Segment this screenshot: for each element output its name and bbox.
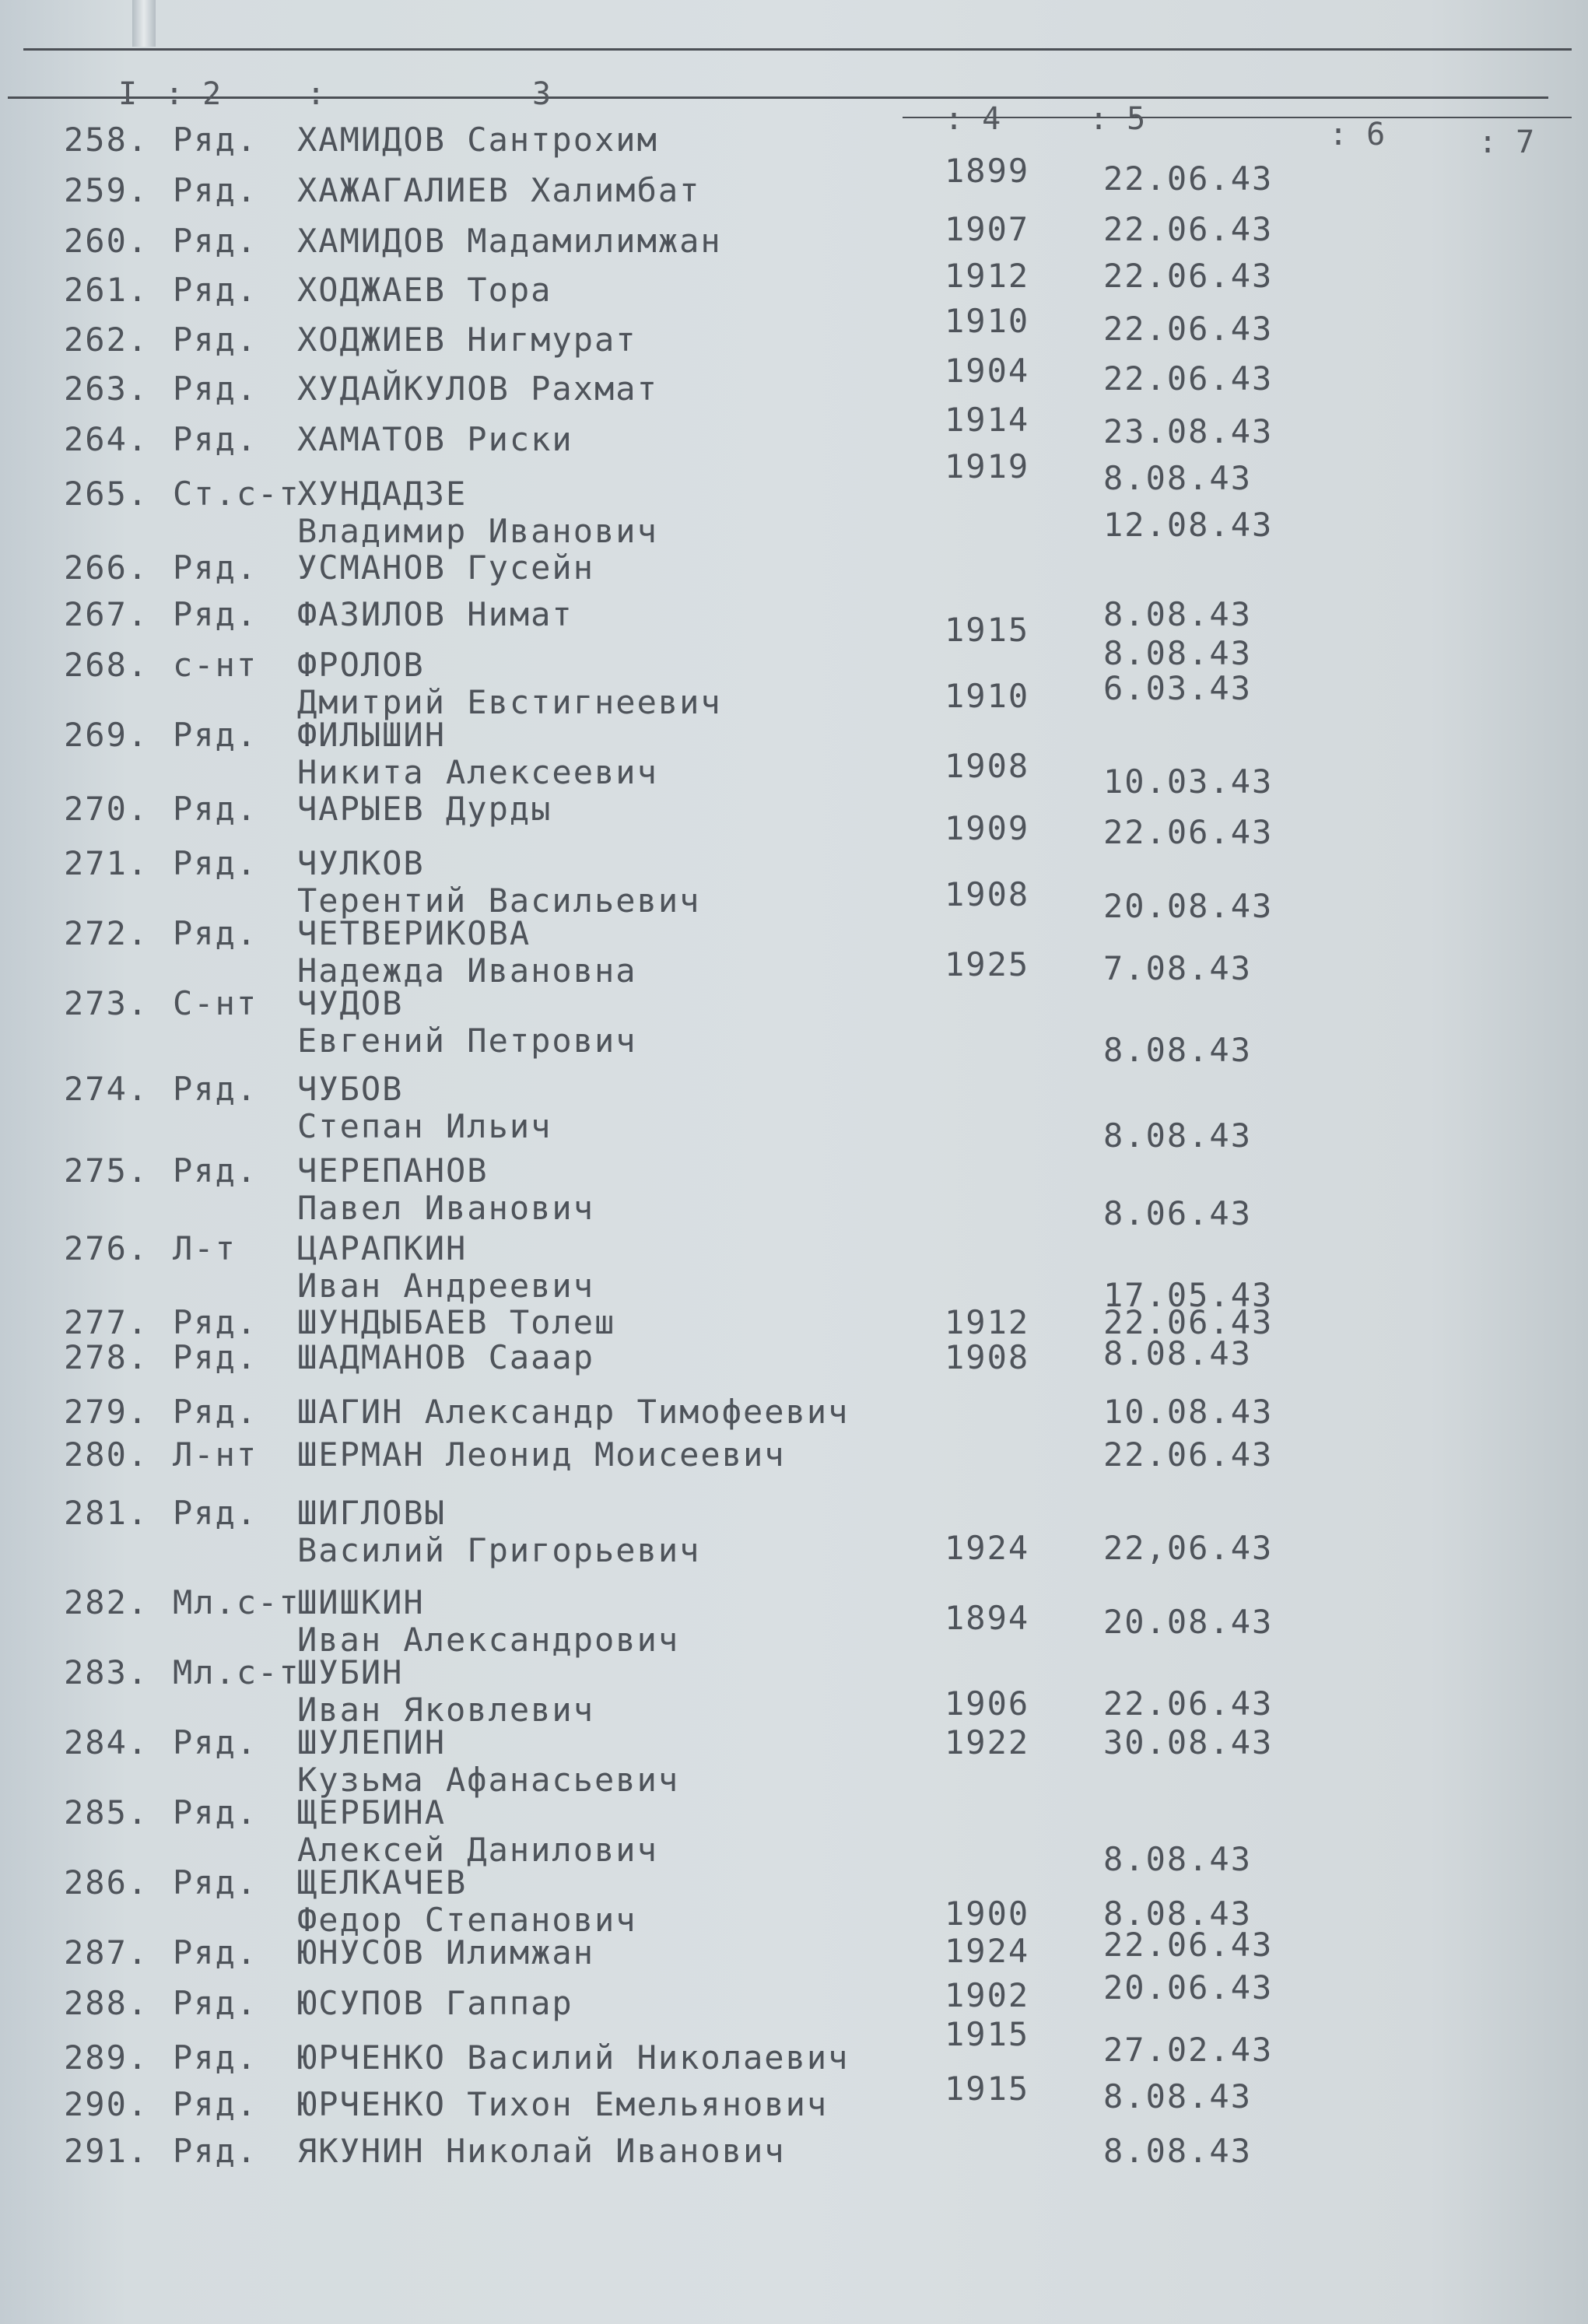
row-birth-year: 1908: [945, 747, 1030, 785]
row-date: 7.08.43: [1103, 949, 1253, 987]
row-birth-year: 1910: [945, 302, 1030, 340]
row-number: 289.: [64, 2038, 149, 2077]
row-number: 282.: [64, 1583, 149, 1621]
row-given-names: Иван Александрович: [297, 1621, 680, 1659]
row-date: 8.08.43: [1103, 634, 1253, 672]
row-date: 22.06.43: [1103, 210, 1274, 248]
row-rank: Ряд.: [173, 121, 258, 159]
row-birth-year: 1899: [945, 152, 1030, 190]
row-surname: ШУБИН: [297, 1653, 404, 1691]
row-rank: Мл.с-т: [173, 1583, 300, 1621]
row-rank: Ряд.: [173, 790, 258, 828]
row-surname: ШИШКИН: [297, 1583, 425, 1621]
row-birth-year: 1912: [945, 257, 1030, 295]
row-birth-year: 1909: [945, 809, 1030, 847]
row-number: 277.: [64, 1303, 149, 1341]
col-header-2: : 2: [165, 76, 222, 112]
row-birth-year: 1915: [945, 2070, 1030, 2108]
row-given-names: Василий Григорьевич: [297, 1531, 701, 1569]
row-number: 258.: [64, 121, 149, 159]
row-number: 280.: [64, 1435, 149, 1474]
row-date: 27.02.43: [1103, 2031, 1274, 2069]
row-date: 10.03.43: [1103, 762, 1274, 801]
row-number: 270.: [64, 790, 149, 828]
row-number: 281.: [64, 1494, 149, 1532]
row-date: 22.06.43: [1103, 159, 1274, 198]
row-date: 12.08.43: [1103, 506, 1274, 544]
row-given-names: Никита Алексеевич: [297, 753, 658, 791]
row-date: 22.06.43: [1103, 1926, 1274, 1964]
row-rank: Ст.с-т: [173, 475, 300, 513]
row-given-names: Иван Андреевич: [297, 1267, 595, 1305]
row-rank: Л-нт: [173, 1435, 258, 1474]
row-surname: ШУНДЫБАЕВ Толеш: [297, 1303, 616, 1341]
row-rank: Ряд.: [173, 271, 258, 309]
row-number: 284.: [64, 1723, 149, 1761]
row-given-names: Степан Ильич: [297, 1107, 552, 1145]
row-rank: Ряд.: [173, 549, 258, 587]
row-surname: ШЕРМАН Леонид Моисеевич: [297, 1435, 786, 1474]
row-rank: Ряд.: [173, 914, 258, 952]
row-date: 8.08.43: [1103, 595, 1253, 633]
row-given-names: Дмитрий Евстигнеевич: [297, 683, 722, 721]
row-rank: Мл.с-т: [173, 1653, 300, 1691]
row-number: 261.: [64, 271, 149, 309]
row-date: 20.06.43: [1103, 1968, 1274, 2007]
row-surname: ЩЕЛКАЧЕВ: [297, 1863, 468, 1902]
row-surname: ХАМАТОВ Риски: [297, 420, 573, 458]
row-number: 265.: [64, 475, 149, 513]
row-date: 8.06.43: [1103, 1194, 1253, 1232]
row-rank: Ряд.: [173, 222, 258, 260]
row-given-names: Кузьма Афанасьевич: [297, 1761, 680, 1799]
row-number: 262.: [64, 321, 149, 359]
row-surname: ЦАРАПКИН: [297, 1229, 468, 1267]
col-header-6: : 6: [1329, 117, 1386, 152]
row-birth-year: 1904: [945, 352, 1030, 390]
row-birth-year: 1915: [945, 611, 1030, 649]
col-header-4: : 4: [945, 101, 1001, 137]
row-given-names: Иван Яковлевич: [297, 1691, 595, 1729]
row-date: 8.08.43: [1103, 2077, 1253, 2115]
col-header-1: I: [118, 76, 138, 112]
row-number: 267.: [64, 595, 149, 633]
row-rank: с-нт: [173, 646, 258, 684]
row-rank: Ряд.: [173, 1338, 258, 1376]
row-date: 20.08.43: [1103, 1603, 1274, 1641]
row-date: 17.05.43: [1103, 1276, 1274, 1314]
row-surname: ЩЕРБИНА: [297, 1793, 447, 1832]
row-rank: Ряд.: [173, 1494, 258, 1532]
row-date: 22.06.43: [1103, 1435, 1274, 1474]
row-birth-year: 1906: [945, 1684, 1030, 1723]
row-number: 290.: [64, 2085, 149, 2123]
row-surname: ЮНУСОВ Илимжан: [297, 1933, 595, 1972]
row-date: 8.08.43: [1103, 2132, 1253, 2170]
row-birth-year: 1910: [945, 677, 1030, 715]
row-birth-year: 1925: [945, 945, 1030, 983]
row-rank: Ряд.: [173, 716, 258, 754]
row-rank: Ряд.: [173, 420, 258, 458]
row-number: 275.: [64, 1151, 149, 1190]
row-date: 30.08.43: [1103, 1723, 1274, 1761]
row-number: 260.: [64, 222, 149, 260]
row-number: 287.: [64, 1933, 149, 1972]
row-number: 273.: [64, 984, 149, 1022]
row-rank: Ряд.: [173, 1070, 258, 1108]
row-number: 279.: [64, 1393, 149, 1431]
row-given-names: Надежда Ивановна: [297, 952, 637, 990]
row-birth-year: 1908: [945, 875, 1030, 913]
row-rank: Л-т: [173, 1229, 237, 1267]
row-surname: ХОДЖАЕВ Тора: [297, 271, 552, 309]
row-date: 23.08.43: [1103, 412, 1274, 450]
row-date: 20.08.43: [1103, 887, 1274, 925]
row-rank: Ряд.: [173, 1723, 258, 1761]
row-surname: ЧУБОВ: [297, 1070, 404, 1108]
row-surname: ХОДЖИЕВ Нигмурат: [297, 321, 637, 359]
row-number: 291.: [64, 2132, 149, 2170]
row-number: 266.: [64, 549, 149, 587]
col-header-3: 3: [532, 76, 552, 112]
row-date: 22.06.43: [1103, 359, 1274, 398]
row-rank: Ряд.: [173, 2132, 258, 2170]
row-birth-year: 1912: [945, 1303, 1030, 1341]
row-surname: ЯКУНИН Николай Иванович: [297, 2132, 786, 2170]
row-surname: ЧУДОВ: [297, 984, 404, 1022]
row-date: 22,06.43: [1103, 1529, 1274, 1567]
row-rank: Ряд.: [173, 321, 258, 359]
row-birth-year: 1902: [945, 1976, 1030, 2014]
row-surname: ХУНДАДЗЕ: [297, 475, 468, 513]
row-surname: ХАЖАГАЛИЕВ Халимбат: [297, 171, 701, 209]
row-surname: ФАЗИЛОВ Нимат: [297, 595, 573, 633]
row-birth-year: 1908: [945, 1338, 1030, 1376]
row-given-names: Павел Иванович: [297, 1189, 595, 1227]
row-birth-year: 1914: [945, 401, 1030, 439]
row-birth-year: 1922: [945, 1723, 1030, 1761]
row-rank: Ряд.: [173, 171, 258, 209]
header-rule: [8, 96, 1548, 99]
row-date: 22.06.43: [1103, 257, 1274, 295]
row-number: 288.: [64, 1984, 149, 2022]
row-date: 8.08.43: [1103, 1840, 1253, 1878]
row-rank: Ряд.: [173, 1393, 258, 1431]
row-given-names: Терентий Васильевич: [297, 882, 701, 920]
row-date: 6.03.43: [1103, 669, 1253, 707]
row-rank: Ряд.: [173, 1151, 258, 1190]
row-rank: Ряд.: [173, 1933, 258, 1972]
row-surname: ЧУЛКОВ: [297, 844, 425, 882]
row-given-names: Федор Степанович: [297, 1901, 637, 1939]
row-birth-year: 1919: [945, 447, 1030, 485]
row-number: 286.: [64, 1863, 149, 1902]
row-rank: Ряд.: [173, 1863, 258, 1902]
row-birth-year: 1924: [945, 1932, 1030, 1970]
row-surname: ЮРЧЕНКО Василий Николаевич: [297, 2038, 850, 2077]
row-rank: Ряд.: [173, 595, 258, 633]
page-fold: [132, 0, 156, 47]
row-number: 263.: [64, 370, 149, 408]
row-date: 22.06.43: [1103, 813, 1274, 851]
row-date: 8.08.43: [1103, 1031, 1253, 1069]
row-surname: ХАМИДОВ Мадамилимжан: [297, 222, 722, 260]
top-rule: [23, 48, 1572, 51]
row-number: 274.: [64, 1070, 149, 1108]
row-rank: Ряд.: [173, 844, 258, 882]
row-surname: ЧЕРЕПАНОВ: [297, 1151, 489, 1190]
col-header-7: : 7: [1478, 124, 1535, 160]
row-birth-year: 1894: [945, 1599, 1030, 1637]
row-rank: Ряд.: [173, 2085, 258, 2123]
row-date: 8.08.43: [1103, 459, 1253, 497]
row-surname: ХУДАЙКУЛОВ Рахмат: [297, 370, 658, 408]
row-number: 271.: [64, 844, 149, 882]
row-surname: ШУЛЕПИН: [297, 1723, 447, 1761]
row-birth-year: 1924: [945, 1529, 1030, 1567]
header-rule-right: [903, 117, 1572, 118]
row-rank: Ряд.: [173, 2038, 258, 2077]
row-number: 269.: [64, 716, 149, 754]
row-given-names: Евгений Петрович: [297, 1022, 637, 1060]
row-number: 278.: [64, 1338, 149, 1376]
row-birth-year: 1915: [945, 2015, 1030, 2053]
row-date: 22.06.43: [1103, 310, 1274, 348]
row-rank: С-нт: [173, 984, 258, 1022]
row-surname: ШИГЛОВЫ: [297, 1494, 447, 1532]
row-given-names: Алексей Данилович: [297, 1831, 658, 1869]
row-rank: Ряд.: [173, 1984, 258, 2022]
row-rank: Ряд.: [173, 1303, 258, 1341]
row-number: 283.: [64, 1653, 149, 1691]
row-surname: ХАМИДОВ Сантрохим: [297, 121, 658, 159]
row-surname: ЮСУПОВ Гаппар: [297, 1984, 573, 2022]
row-number: 285.: [64, 1793, 149, 1832]
row-surname: ЧАРЫЕВ Дурды: [297, 790, 552, 828]
row-date: 8.08.43: [1103, 1116, 1253, 1155]
row-date: 22.06.43: [1103, 1684, 1274, 1723]
row-surname: ШАГИН Александр Тимофеевич: [297, 1393, 850, 1431]
row-number: 259.: [64, 171, 149, 209]
row-surname: ЧЕТВЕРИКОВА: [297, 914, 531, 952]
row-rank: Ряд.: [173, 370, 258, 408]
row-date: 10.08.43: [1103, 1393, 1274, 1431]
row-surname: УСМАНОВ Гусейн: [297, 549, 595, 587]
row-surname: ШАДМАНОВ Сааар: [297, 1338, 595, 1376]
row-surname: ЮРЧЕНКО Тихон Емельянович: [297, 2085, 829, 2123]
col-header-3-sep: :: [307, 76, 326, 112]
row-number: 276.: [64, 1229, 149, 1267]
row-date: 8.08.43: [1103, 1334, 1253, 1372]
row-given-names: Владимир Иванович: [297, 512, 658, 550]
col-header-5: : 5: [1089, 101, 1146, 137]
row-birth-year: 1907: [945, 210, 1030, 248]
row-number: 272.: [64, 914, 149, 952]
row-surname: ФРОЛОВ: [297, 646, 425, 684]
row-number: 268.: [64, 646, 149, 684]
row-number: 264.: [64, 420, 149, 458]
row-rank: Ряд.: [173, 1793, 258, 1832]
row-surname: ФИЛЫШИН: [297, 716, 447, 754]
row-date: 22.06.43: [1103, 1303, 1274, 1341]
row-birth-year: 1900: [945, 1895, 1030, 1933]
row-date: 8.08.43: [1103, 1895, 1253, 1933]
